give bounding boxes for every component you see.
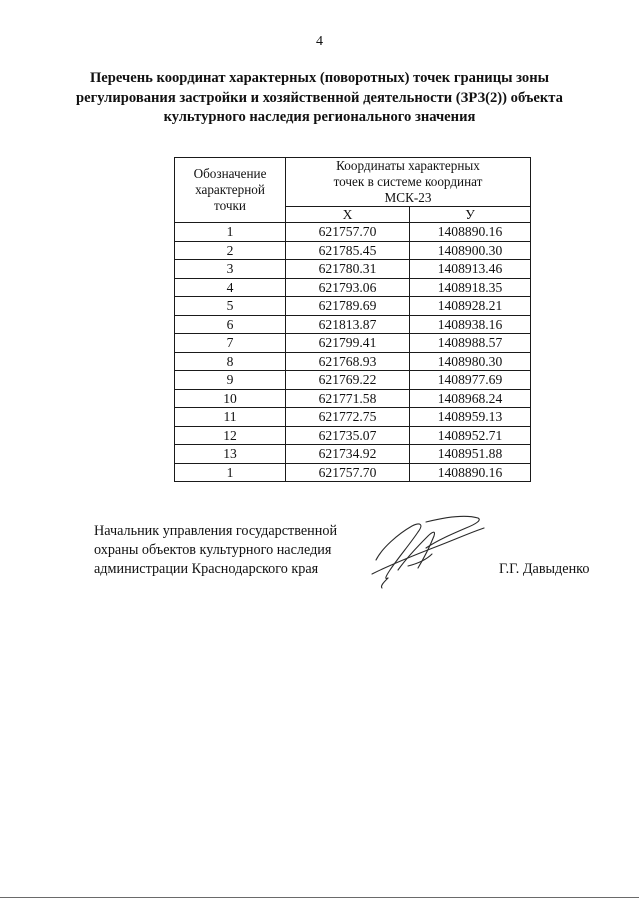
header-coords-line: Координаты характерных	[336, 158, 480, 173]
header-point-line: характерной	[195, 182, 265, 197]
cell-x: 621789.69	[286, 297, 410, 316]
cell-point: 8	[175, 352, 286, 371]
cell-x: 621799.41	[286, 334, 410, 353]
table-body	[175, 223, 531, 482]
page-number: 4	[316, 34, 323, 49]
position-line: охраны объектов культурного наследия	[94, 542, 332, 558]
cell-point: 7	[175, 334, 286, 353]
table-row	[175, 371, 531, 390]
title-line-3: культурного наследия регионального значения	[163, 109, 476, 125]
cell-point: 4	[175, 278, 286, 297]
cell-y: 1408968.24	[410, 389, 531, 408]
cell-y: 1408977.69	[410, 371, 531, 390]
header-point-designation	[175, 158, 286, 223]
header-point-line: Обозначение	[193, 166, 267, 181]
cell-point: 9	[175, 371, 286, 390]
cell-point: 5	[175, 297, 286, 316]
cell-x: 621785.45	[286, 241, 410, 260]
table-row	[175, 297, 531, 316]
cell-y: 1408890.16	[410, 463, 531, 482]
cell-y: 1408951.88	[410, 445, 531, 464]
bottom-divider	[0, 897, 639, 898]
cell-point: 13	[175, 445, 286, 464]
header-point-line: точки	[214, 198, 246, 213]
cell-x: 621780.31	[286, 260, 410, 279]
cell-point: 1	[175, 463, 286, 482]
cell-x: 621813.87	[286, 315, 410, 334]
cell-x: 621757.70	[286, 223, 410, 242]
cell-x: 621734.92	[286, 445, 410, 464]
cell-y: 1408918.35	[410, 278, 531, 297]
table-row	[175, 463, 531, 482]
table-row	[175, 426, 531, 445]
signer-name: Г.Г. Давыденко	[499, 561, 590, 577]
table-row	[175, 445, 531, 464]
table-row	[175, 278, 531, 297]
cell-point: 6	[175, 315, 286, 334]
cell-y: 1408980.30	[410, 352, 531, 371]
cell-x: 621769.22	[286, 371, 410, 390]
table-row	[175, 260, 531, 279]
cell-point: 1	[175, 223, 286, 242]
cell-point: 12	[175, 426, 286, 445]
table-row	[175, 223, 531, 242]
table-row	[175, 241, 531, 260]
table-row	[175, 352, 531, 371]
cell-y: 1408952.71	[410, 426, 531, 445]
cell-y: 1408890.16	[410, 223, 531, 242]
cell-x: 621771.58	[286, 389, 410, 408]
table-row	[175, 315, 531, 334]
signatory-position	[94, 522, 337, 579]
cell-y: 1408928.21	[410, 297, 531, 316]
cell-y: 1408959.13	[410, 408, 531, 427]
cell-y: 1408913.46	[410, 260, 531, 279]
title-line-2: регулирования застройки и хозяйственной деятельности (ЗРЗ(2)) объекта	[76, 89, 563, 106]
cell-point: 3	[175, 260, 286, 279]
header-coordinates	[286, 158, 531, 207]
cell-x: 621793.06	[286, 278, 410, 297]
cell-x: 621757.70	[286, 463, 410, 482]
cell-y: 1408938.16	[410, 315, 531, 334]
cell-point: 2	[175, 241, 286, 260]
cell-x: 621772.75	[286, 408, 410, 427]
cell-point: 11	[175, 408, 286, 427]
title-line-1: Перечень координат характерных (поворотных) точек границы зоны	[89, 70, 550, 86]
cell-x: 621735.07	[286, 426, 410, 445]
header-x: X	[286, 207, 410, 223]
header-coords-line: точек в системе координат	[333, 174, 483, 189]
cell-x: 621768.93	[286, 352, 410, 371]
header-y: У	[410, 207, 531, 223]
document-title	[70, 69, 569, 128]
position-line: администрации Краснодарского края	[94, 561, 319, 577]
table-row	[175, 408, 531, 427]
cell-y: 1408988.57	[410, 334, 531, 353]
cell-point: 10	[175, 389, 286, 408]
coordinates-table	[174, 157, 531, 482]
cell-y: 1408900.30	[410, 241, 531, 260]
handwritten-signature	[368, 508, 488, 590]
table-row	[175, 334, 531, 353]
table-row	[175, 389, 531, 408]
header-coords-line: МСК-23	[384, 190, 432, 205]
position-line: Начальник управления государственной	[94, 523, 338, 539]
